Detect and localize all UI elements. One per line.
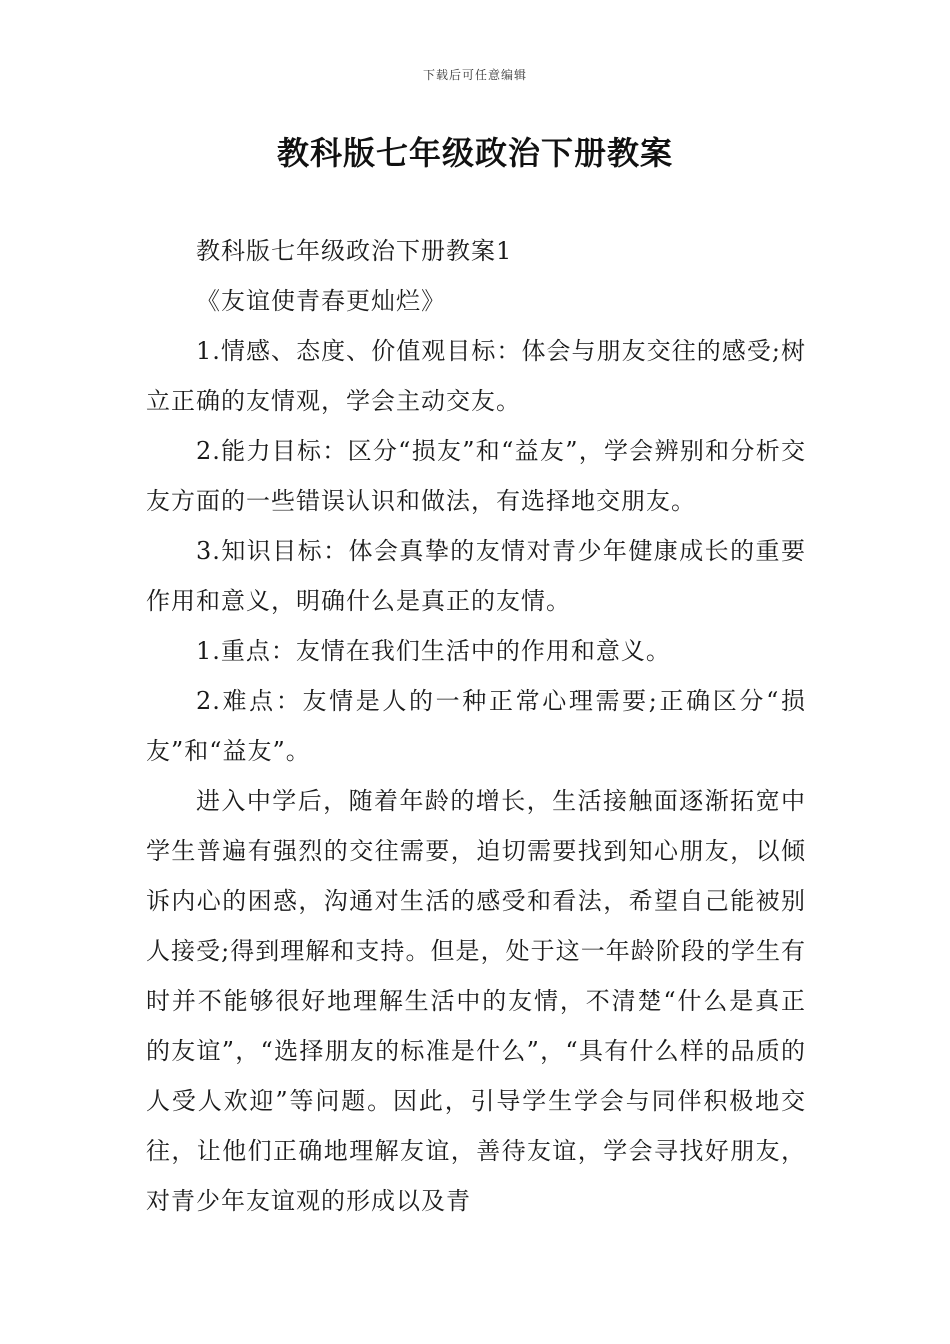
paragraph-body-intro: 进入中学后，随着年龄的增长，生活接触面逐渐拓宽中学生普遍有强烈的交往需要，迫切需要找到知心朋友，以倾诉内心的困惑，沟通对生活的感受和看法，希望自己能被别人接受;得到理解和支持。但是，处于这一年龄阶段的学生有时并不能够很好地理解生活中的友情，不清楚“什么是真正的友谊”，“选择朋友的标准是什么”，“具有什么样的品质的人受人欢迎”等问题。因此，引导学生学会与同伴积极地交往，让他们正确地理解友谊，善待友谊，学会寻找好朋友，对青少年友谊观的形成以及青 — [146, 787, 806, 1215]
paragraph-difficulty: 2.难点：友情是人的一种正常心理需要;正确区分“损友”和“益友”。 — [146, 687, 806, 765]
paragraph-goal-emotion: 1.情感、态度、价值观目标：体会与朋友交往的感受;树立正确的友情观，学会主动交友。 — [146, 337, 806, 415]
lesson-title: 《友谊使青春更灿烂》 — [196, 287, 446, 315]
header-note: 下载后可任意编辑 — [422, 68, 527, 82]
paragraph-goal-knowledge: 3.知识目标：体会真挚的友情对青少年健康成长的重要作用和意义，明确什么是真正的友情。 — [146, 537, 806, 615]
section-heading: 教科版七年级政治下册教案1 — [196, 237, 513, 265]
paragraph-goal-ability: 2.能力目标：区分“损友”和“益友”，学会辨别和分析交友方面的一些错误认识和做法，有选择地交朋友。 — [146, 437, 806, 515]
document-title: 教科版七年级政治下册教案 — [276, 134, 673, 172]
document-body — [146, 226, 806, 1226]
paragraph-key-point: 1.重点：友情在我们生活中的作用和意义。 — [196, 637, 671, 665]
